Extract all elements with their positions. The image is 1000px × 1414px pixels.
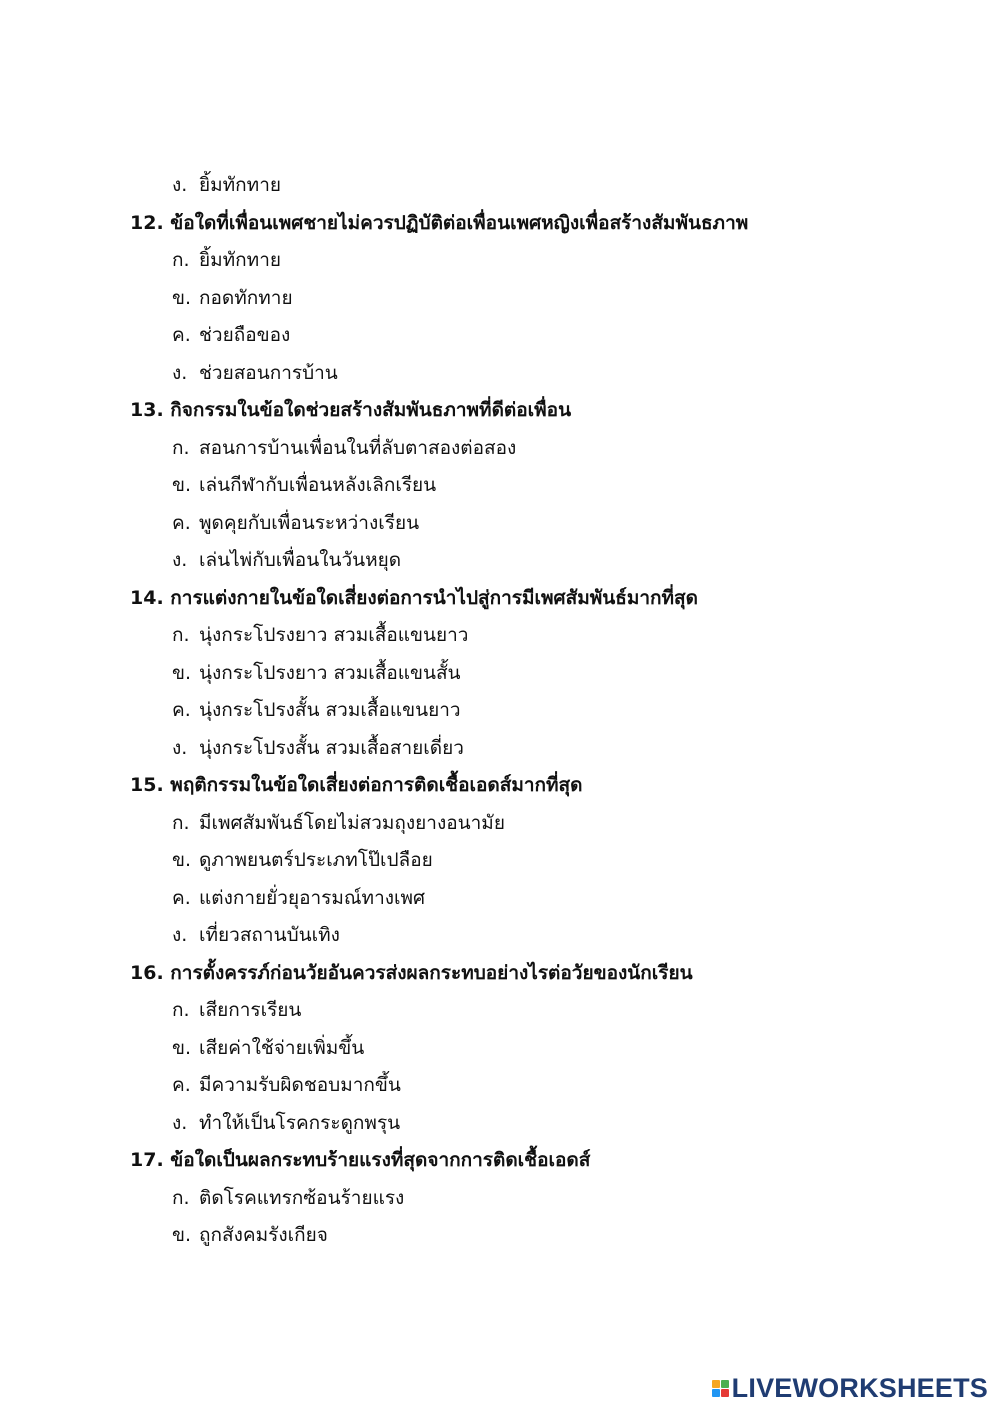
option-letter: ค. <box>172 324 191 346</box>
answer-option <box>0 470 1000 508</box>
question-6 <box>0 1145 1000 1183</box>
question-4 <box>0 770 1000 808</box>
option-text: นุ่งกระโปรงสั้น สวมเสื้อแขนยาว <box>199 699 461 721</box>
answer-option <box>0 995 1000 1033</box>
question-number: 14. <box>130 586 164 609</box>
question-number: 15. <box>130 774 164 796</box>
question-text: พฤติกรรมในข้อใดเสี่ยงต่อการติดเชื้อเอดส์มากที่สุด <box>170 774 583 796</box>
option-letter: ค. <box>172 886 191 909</box>
option-text: เล่นไพ่กับเพื่อนในวันหยุด <box>199 549 402 571</box>
option-letter: ค. <box>172 699 191 721</box>
answer-option <box>0 545 1000 583</box>
option-text: นุ่งกระโปรงยาว สวมเสื้อแขนยาว <box>199 624 469 646</box>
option-letter: ก. <box>172 249 190 271</box>
option-letter: ง. <box>172 361 188 384</box>
option-text: ช่วยสอนการบ้าน <box>199 361 338 384</box>
answer-option <box>0 620 1000 658</box>
answer-option <box>0 1108 1000 1146</box>
option-text: มีเพศสัมพันธ์โดยไม่สวมถุงยางอนามัย <box>199 811 505 834</box>
logo-mark-icon <box>712 1380 729 1397</box>
option-letter: ค. <box>172 1074 191 1096</box>
option-text: เที่ยวสถานบันเทิง <box>199 924 340 946</box>
question-5 <box>0 958 1000 996</box>
option-text: เสียค่าใช้จ่ายเพิ่มขึ้น <box>199 1036 365 1059</box>
answer-option <box>0 508 1000 546</box>
option-text: ดูภาพยนตร์ประเภทโป๊เปลือย <box>199 849 433 871</box>
option-letter: ง. <box>172 1111 188 1134</box>
answer-option <box>0 358 1000 396</box>
question-number: 13. <box>130 399 164 421</box>
option-letter: ข. <box>172 849 192 871</box>
question-number: 16. <box>130 961 164 984</box>
answer-option <box>0 845 1000 883</box>
option-letter: ก. <box>172 436 190 459</box>
question-2 <box>0 395 1000 433</box>
answer-option <box>0 920 1000 958</box>
option-text: นุ่งกระโปรงยาว สวมเสื้อแขนสั้น <box>199 661 461 684</box>
option-letter: ง. <box>172 549 188 571</box>
option-letter: ง. <box>172 924 188 946</box>
answer-option <box>0 320 1000 358</box>
answer-option <box>0 170 1000 208</box>
option-text: มีความรับผิดชอบมากขึ้น <box>199 1074 401 1096</box>
option-text: ยิ้มทักทาย <box>199 249 282 271</box>
option-text: ติดโรคแทรกซ้อนร้ายแรง <box>199 1186 405 1209</box>
question-1 <box>0 208 1000 246</box>
option-text: ยิ้มทักทาย <box>199 174 282 196</box>
option-letter: ข. <box>172 286 192 309</box>
option-letter: ค. <box>172 511 191 534</box>
answer-option <box>0 433 1000 471</box>
option-letter: ข. <box>172 661 192 684</box>
answer-option <box>0 1183 1000 1221</box>
option-letter: ง. <box>172 736 188 759</box>
option-text: พูดคุยกับเพื่อนระหว่างเรียน <box>199 511 420 534</box>
question-text: ข้อใดเป็นผลกระทบร้ายแรงที่สุดจากการติดเชื้อเอดส์ <box>170 1149 591 1171</box>
question-text: การแต่งกายในข้อใดเสี่ยงต่อการนำไปสู่การมีเพศสัมพันธ์มากที่สุด <box>170 586 698 609</box>
logo-text: LIVEWORKSHEETS <box>731 1373 988 1403</box>
question-number: 12. <box>130 211 164 234</box>
option-letter: ง. <box>172 174 188 196</box>
option-text: กอดทักทาย <box>199 286 293 309</box>
question-text: การตั้งครรภ์ก่อนวัยอันควรส่งผลกระทบอย่างไรต่อวัยของนักเรียน <box>170 961 693 984</box>
answer-option <box>0 733 1000 771</box>
answer-option <box>0 245 1000 283</box>
answer-option <box>0 695 1000 733</box>
answer-option <box>0 1070 1000 1108</box>
option-letter: ก. <box>172 811 190 834</box>
option-text: เสียการเรียน <box>199 999 302 1021</box>
option-text: ช่วยถือของ <box>199 324 291 346</box>
option-text: ทำให้เป็นโรคกระดูกพรุน <box>199 1111 401 1134</box>
answer-option <box>0 883 1000 921</box>
answer-option <box>0 283 1000 321</box>
option-letter: ข. <box>172 1036 192 1059</box>
liveworksheets-logo <box>712 1373 988 1404</box>
question-number: 17. <box>130 1149 164 1171</box>
worksheet-content <box>0 170 1000 1258</box>
question-text: กิจกรรมในข้อใดช่วยสร้างสัมพันธภาพที่ดีต่อเพื่อน <box>170 399 572 421</box>
question-text: ข้อใดที่เพื่อนเพศชายไม่ควรปฏิบัติต่อเพื่อนเพศหญิงเพื่อสร้างสัมพันธภาพ <box>170 211 749 234</box>
option-letter: ข. <box>172 474 192 496</box>
option-letter: ก. <box>172 624 190 646</box>
option-text: แต่งกายยั่วยุอารมณ์ทางเพศ <box>199 886 426 909</box>
answer-option <box>0 808 1000 846</box>
answer-option <box>0 1033 1000 1071</box>
option-text: นุ่งกระโปรงสั้น สวมเสื้อสายเดี่ยว <box>199 736 464 759</box>
option-text: สอนการบ้านเพื่อนในที่ลับตาสองต่อสอง <box>199 436 517 459</box>
option-text: ถูกสังคมรังเกียจ <box>199 1224 328 1246</box>
answer-option <box>0 1220 1000 1258</box>
question-3 <box>0 583 1000 621</box>
option-letter: ก. <box>172 999 190 1021</box>
answer-option <box>0 658 1000 696</box>
option-text: เล่นกีฬากับเพื่อนหลังเลิกเรียน <box>199 474 437 496</box>
option-letter: ก. <box>172 1186 190 1209</box>
option-letter: ข. <box>172 1224 192 1246</box>
